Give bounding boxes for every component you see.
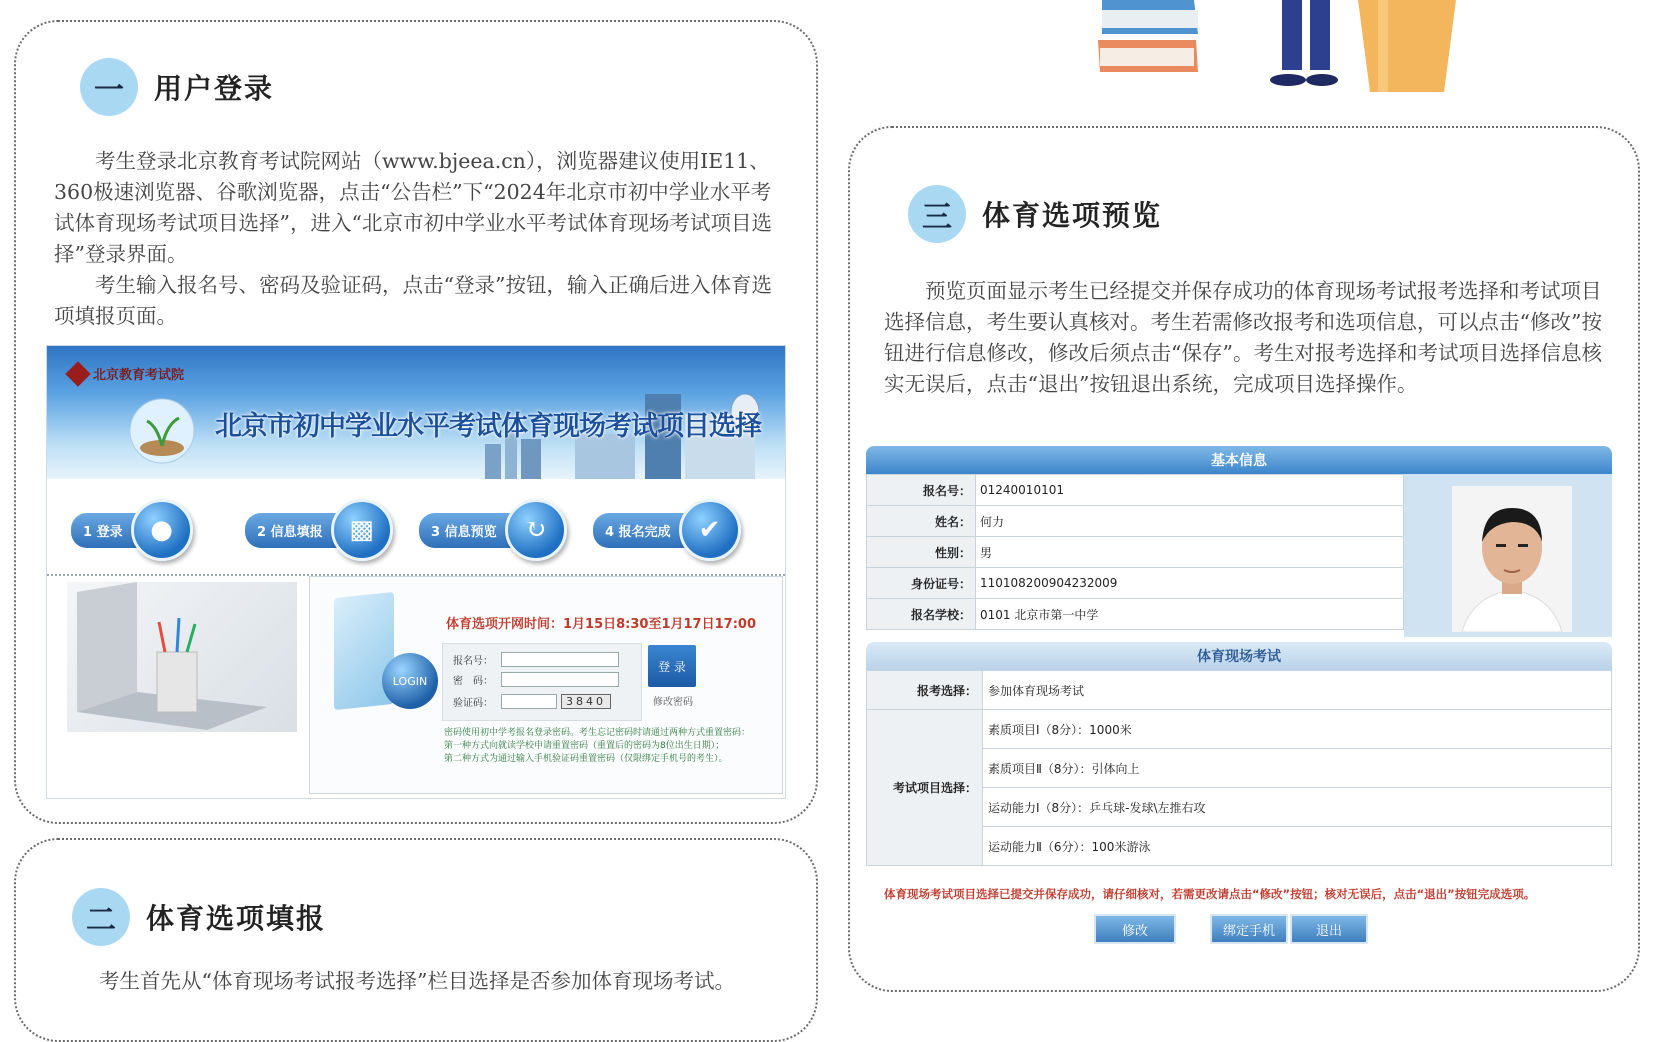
- student-portrait-icon: [1452, 486, 1572, 632]
- info-row: [867, 475, 1404, 506]
- system-title: 北京市初中学业水平考试体育现场考试项目选择: [215, 411, 761, 442]
- exam-choice-table: [866, 670, 1612, 866]
- password-input[interactable]: [501, 672, 619, 687]
- reg-label: 报名号：: [453, 656, 493, 667]
- fill-paragraph: 考生首先从“体育现场考试报考选择”栏目选择是否参加体育现场考试。: [99, 969, 735, 993]
- step-preview: [419, 500, 567, 560]
- exam-choice-value: 参加体育现场考试: [983, 671, 1612, 710]
- exam-item: 素质项目Ⅰ（8分）：1000米: [983, 710, 1612, 749]
- note-line: 第二种方式为通过输入手机验证码重置密码（仅限绑定手机号的考生）。: [444, 754, 728, 764]
- info-row: [867, 506, 1404, 537]
- photo-panel: [1404, 474, 1612, 637]
- section-title: 体育选项预览: [982, 199, 1163, 232]
- info-value: 何力: [976, 506, 1404, 537]
- info-row: [867, 599, 1404, 630]
- info-value: 男: [976, 537, 1404, 568]
- info-row: [867, 537, 1404, 568]
- info-value: 01240010101: [976, 475, 1404, 506]
- password-note: [444, 727, 776, 766]
- preview-page-screenshot: [866, 446, 1612, 958]
- exam-authority-logo: [69, 364, 184, 383]
- info-label: 报名号：: [867, 475, 976, 506]
- exam-section-header: 体育现场考试: [866, 642, 1612, 670]
- exam-item: 素质项目Ⅱ（8分）：引体向上: [983, 749, 1612, 788]
- captcha-input[interactable]: [501, 694, 557, 709]
- info-value: 110108200904232009: [976, 568, 1404, 599]
- login-form-panel: [309, 576, 783, 794]
- person-legs-illustration: [1270, 0, 1360, 92]
- section-number-badge: 二: [72, 888, 130, 946]
- laptop-desk-photo: [67, 582, 297, 732]
- section-title: 体育选项填报: [146, 902, 327, 935]
- login-instructions-paragraph: 考生登录北京教育考试院网站（www.bjeea.cn），浏览器建议使用IE11、360极速浏览器、谷歌浏览器，点击“公告栏”下“2024年北京市初中学业水平考试体育现场考试项目选择”，进入“北京市初中学业水平考试体育现场考试项目选择”登录界面。: [54, 149, 772, 266]
- step-label: 1 登录: [71, 513, 153, 548]
- code-row: [449, 694, 611, 709]
- change-password-link[interactable]: 修改密码: [653, 697, 693, 708]
- reg-row: [449, 652, 619, 667]
- exit-button[interactable]: 退出: [1290, 914, 1368, 944]
- bind-phone-button[interactable]: 绑定手机: [1210, 914, 1288, 944]
- logo-text: 北京教育考试院: [93, 368, 185, 383]
- section-number-badge: 一: [80, 58, 138, 116]
- login-banner: [47, 346, 785, 479]
- step-fill: [245, 500, 393, 560]
- note-line: 密码使用初中学考报名登录密码。考生忘记密码时请通过两种方式重置密码：: [444, 728, 751, 738]
- reg-number-input[interactable]: [501, 652, 619, 667]
- basic-info-table: [866, 474, 1404, 630]
- preview-paragraph: 预览页面显示考生已经提交并保存成功的体育现场考试报考选择和考试项目选择信息，考生要认真核对。考生若需修改报考和选项信息，可以点击“修改”按钮进行信息修改，修改后须点击“保存”。考生对报考选择和考试项目选择信息核实无误后，点击“退出”按钮退出系统，完成项目选择操作。: [884, 279, 1602, 396]
- info-label: 报名学校：: [867, 599, 976, 630]
- login-globe-icon: LOGIN: [382, 653, 438, 709]
- section-preview-header: [908, 185, 1162, 243]
- step-complete: [593, 500, 741, 560]
- pwd-label: 密 码：: [453, 676, 493, 687]
- login-steps-paragraph: 考生输入报名号、密码及验证码，点击“登录”按钮，输入正确后进入体育选项填报页面。: [54, 273, 772, 328]
- info-label: 性别：: [867, 537, 976, 568]
- modify-button[interactable]: 修改: [1094, 914, 1176, 944]
- info-value: 0101 北京市第一中学: [976, 599, 1404, 630]
- hands-globe-icon: [107, 386, 217, 476]
- student-photo: [1452, 486, 1572, 632]
- note-line: 第一种方式向就读学校申请重置密码（重置后的密码为8位出生日期）；: [444, 741, 725, 751]
- info-row: [867, 568, 1404, 599]
- books-illustration: [1098, 0, 1248, 78]
- open-time-notice: 体育选项开网时间：1月15日8:30至1月17日17:00: [446, 617, 756, 632]
- login-steps-bar: [47, 484, 785, 576]
- code-label: 验证码：: [453, 698, 493, 709]
- pwd-row: [449, 672, 619, 687]
- user-icon: ●: [131, 499, 193, 561]
- exam-choice-label: 报考选择：: [867, 671, 983, 710]
- items-label: 考试项目选择：: [867, 710, 983, 866]
- section-fill-header: [72, 888, 326, 946]
- section-title: 用户登录: [154, 72, 275, 105]
- step-label: 3 信息预览: [419, 513, 527, 548]
- step-login: [71, 500, 193, 560]
- login-page-screenshot: [46, 345, 786, 799]
- printer-icon: ▩: [331, 499, 393, 561]
- vase-illustration: [1358, 0, 1456, 92]
- exam-item-row: [867, 710, 1612, 749]
- section-login-header: [80, 58, 274, 116]
- captcha-image[interactable]: 3840: [561, 694, 611, 709]
- basic-info-header: 基本信息: [866, 446, 1612, 474]
- laptop-icon: [67, 582, 297, 732]
- exam-item: 运动能力Ⅰ（8分）：乒乓球-发球\左推右攻: [983, 788, 1612, 827]
- info-label: 姓名：: [867, 506, 976, 537]
- section-number-badge: 三: [908, 185, 966, 243]
- checkmark-icon: ✔: [679, 499, 741, 561]
- step-label: 2 信息填报: [245, 513, 353, 548]
- logo-mark-icon: [65, 361, 90, 386]
- info-label: 身份证号：: [867, 568, 976, 599]
- submit-warning: 体育现场考试项目选择已提交并保存成功，请仔细核对，若需更改请点击“修改”按钮；核对无误后，点击“退出”按钮完成选项。: [884, 887, 1536, 901]
- exam-item: 运动能力Ⅱ（6分）：100米游泳: [983, 827, 1612, 866]
- login-form: [442, 643, 642, 721]
- step-label: 4 报名完成: [593, 513, 701, 548]
- exam-choice-row: [867, 671, 1612, 710]
- login-button[interactable]: 登 录: [648, 645, 696, 687]
- refresh-icon: ↻: [505, 499, 567, 561]
